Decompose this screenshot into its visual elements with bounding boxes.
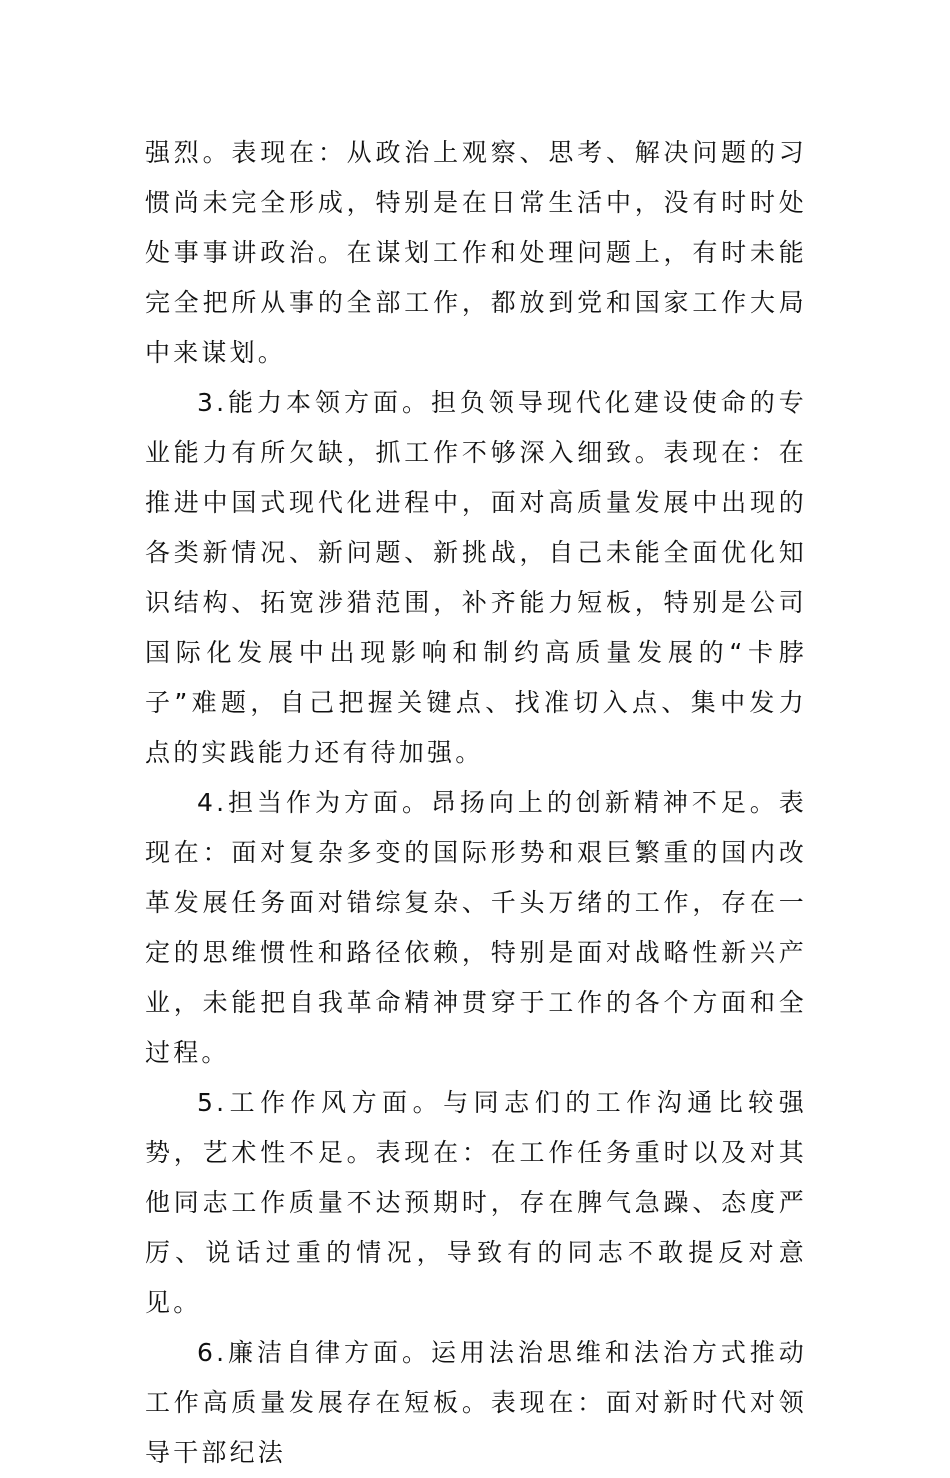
paragraph-work-style: 5.工作作风方面。与同志们的工作沟通比较强势，艺术性不足。表现在：在工作任务重时以及对其他同志工作质量不达预期时，存在脾气急躁、态度严厉、说话过重的情况，导致有的同志不敢提反对意见。 (145, 1088, 807, 1317)
paragraph-ability: 3.能力本领方面。担负领导现代化建设使命的专业能力有所欠缺，抓工作不够深入细致。表现在：在推进中国式现代化进程中，面对高质量发展中出现的各类新情况、新问题、新挑战，自己未能全面优化知识结构、拓宽涉猎范围，补齐能力短板，特别是公司国际化发展中出现影响和制约高质量发展的“卡脖子”难题，自己把握关键点、找准切入点、集中发力点的实践能力还有待加强。 (145, 388, 807, 767)
paragraph-responsibility: 4.担当作为方面。昂扬向上的创新精神不足。表现在：面对复杂多变的国际形势和艰巨繁重的国内改革发展任务面对错综复杂、千头万绪的工作，存在一定的思维惯性和路径依赖，特别是面对战略性新兴产业，未能把自我革命精神贯穿于工作的各个方面和全过程。 (145, 788, 807, 1067)
paragraph-integrity: 6.廉洁自律方面。运用法治思维和法治方式推动工作高质量发展存在短板。表现在：面对新时代对领导干部纪法 (145, 1338, 807, 1467)
document-body (145, 128, 807, 1478)
paragraph-continuation: 强烈。表现在：从政治上观察、思考、解决问题的习惯尚未完全形成，特别是在日常生活中，没有时时处处事事讲政治。在谋划工作和处理问题上，有时未能完全把所从事的全部工作，都放到党和国家工作大局中来谋划。 (145, 138, 807, 367)
